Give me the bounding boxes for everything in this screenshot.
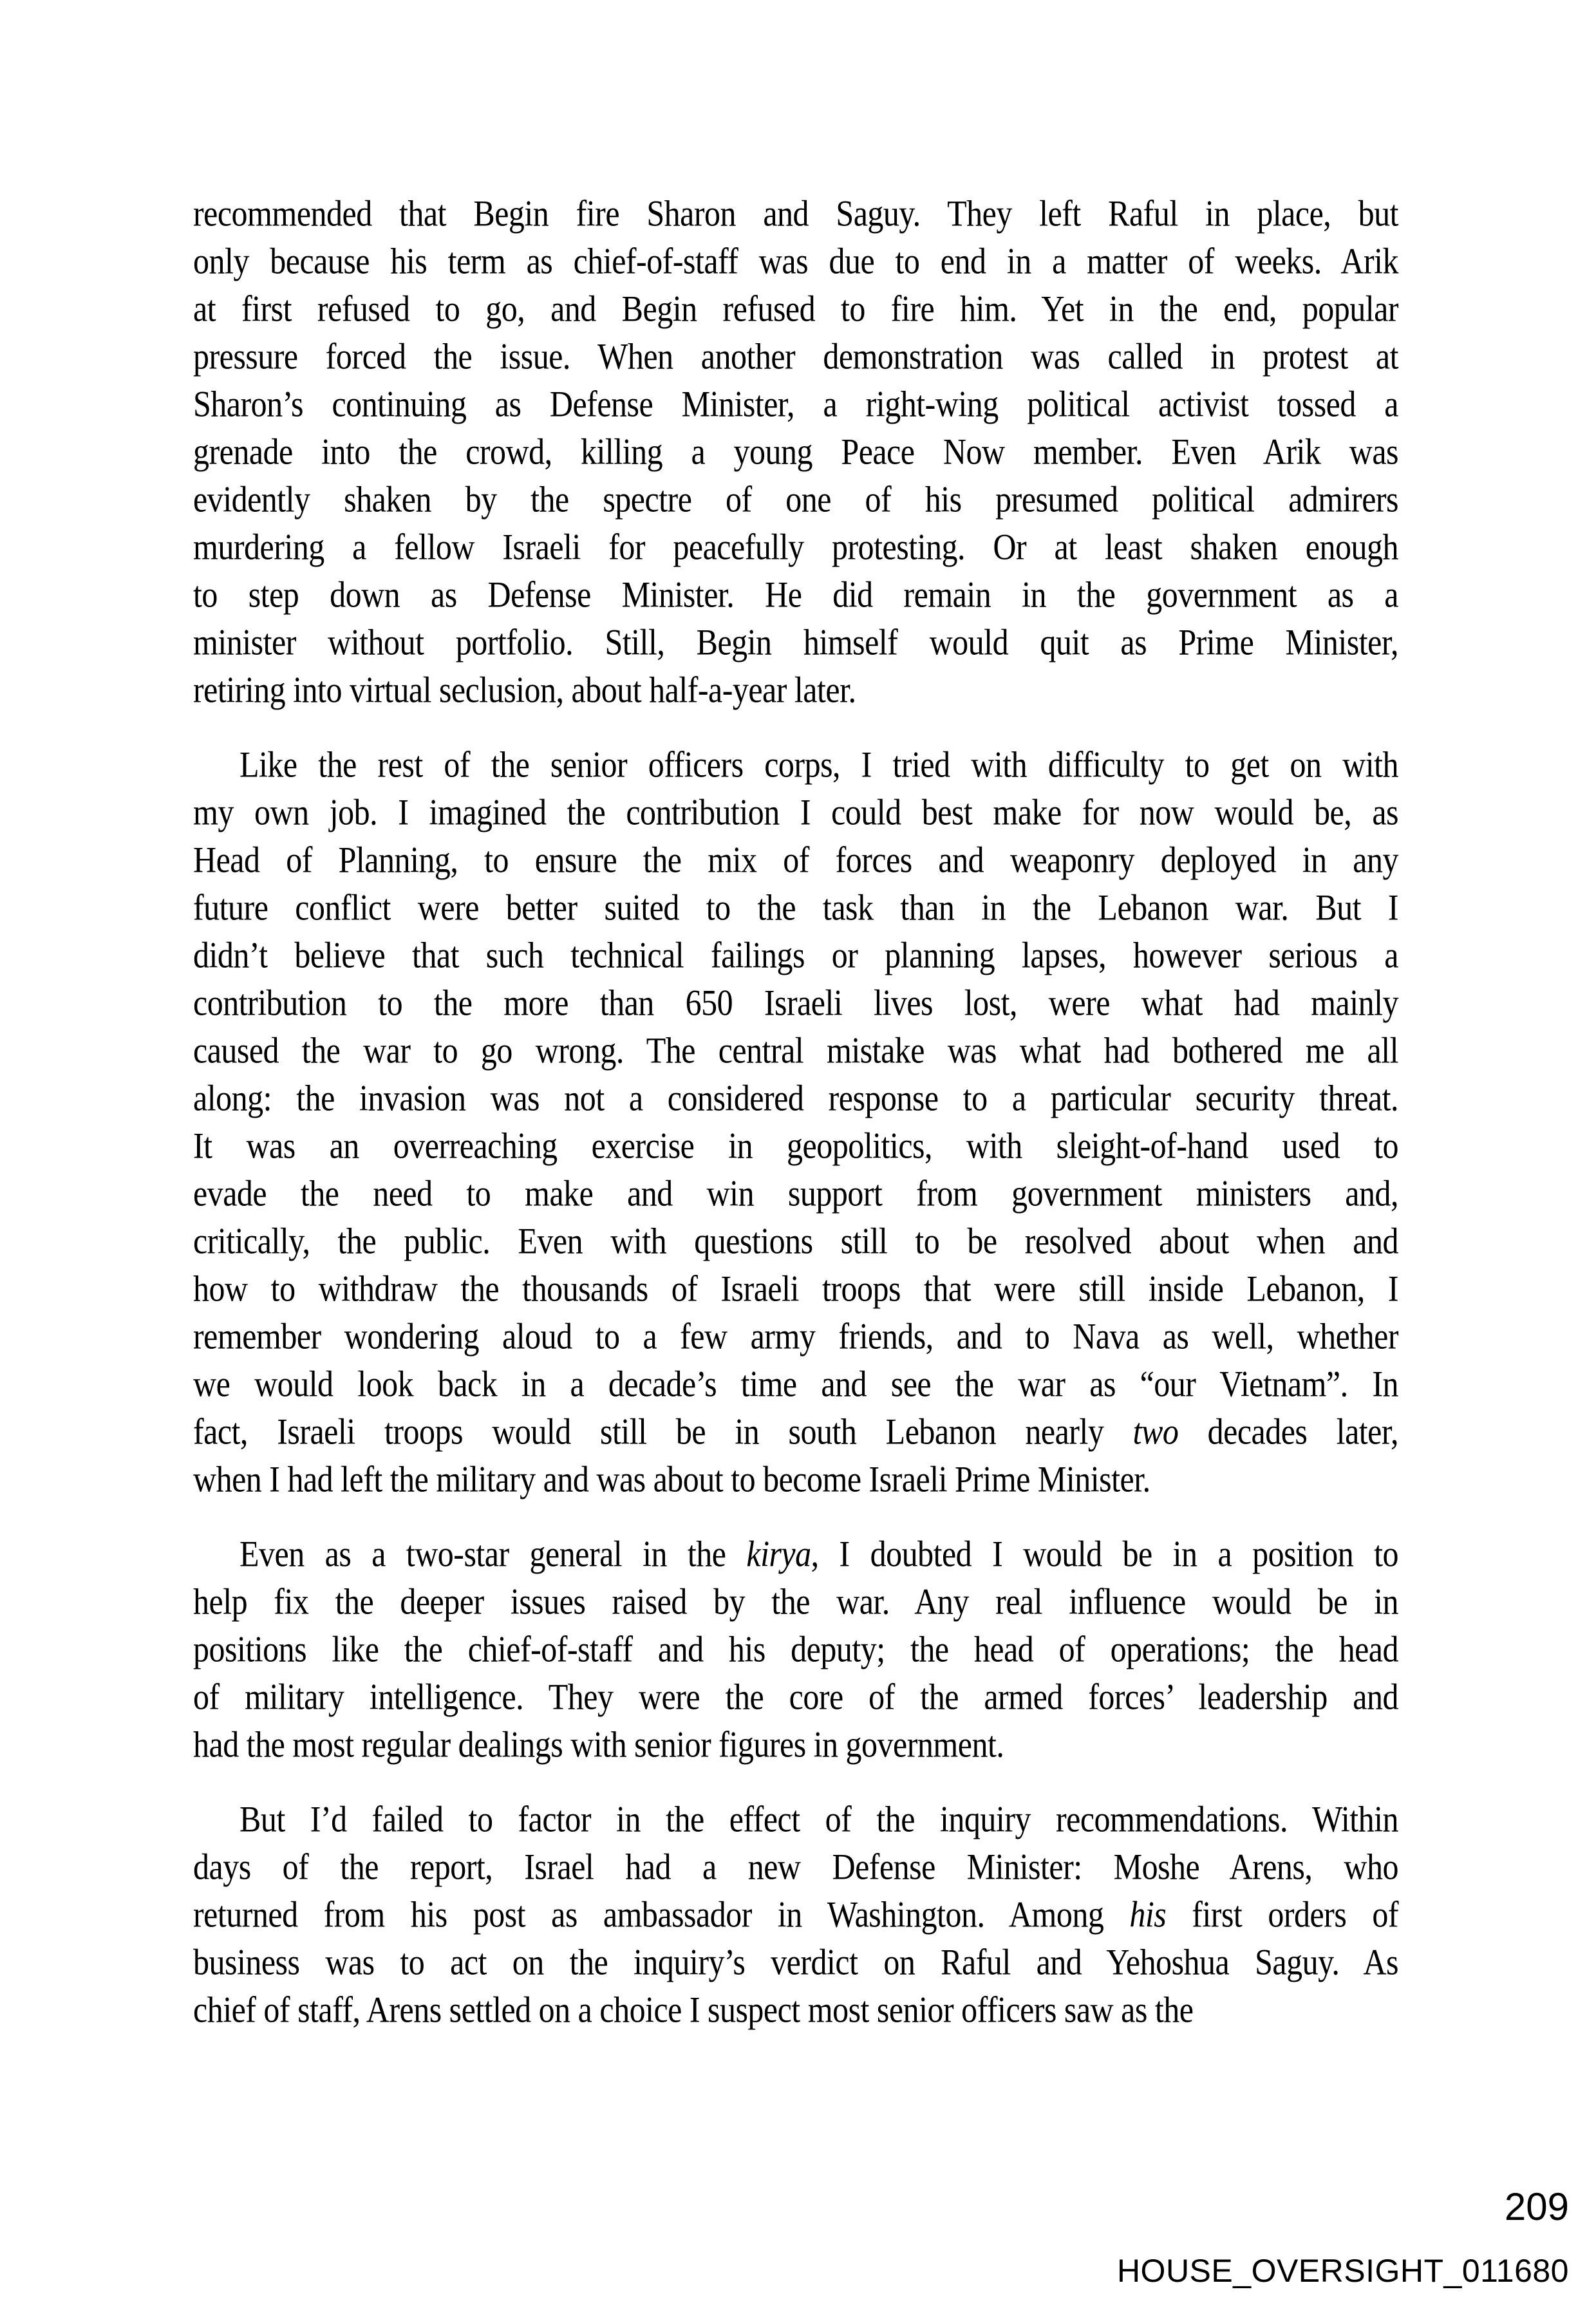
text-segment: , I doubted I would be in a position to bbox=[811, 1532, 1399, 1575]
text-segment: business was to act on the inquiry’s verdict on Raful and Yehoshua Saguy. As bbox=[193, 1941, 1398, 1983]
text-line bbox=[193, 328, 1398, 383]
text-line bbox=[193, 233, 1398, 288]
text-line bbox=[193, 1526, 1398, 1581]
text-segment: Even as a two-star general in the bbox=[239, 1532, 747, 1575]
paragraph bbox=[193, 189, 1398, 713]
text-segment: returned from his post as ambassador in Washington. Among bbox=[193, 1893, 1130, 1935]
text-segment: fact, Israeli troops would still be in south Lebanon nearly bbox=[193, 1410, 1133, 1452]
text-line bbox=[193, 376, 1398, 431]
text-segment: minister without portfolio. Still, Begin himself would quit as Prime Minister, bbox=[193, 621, 1398, 663]
paragraph bbox=[193, 1795, 1398, 2033]
text-line bbox=[193, 1716, 1398, 1771]
text-segment: my own job. I imagined the contribution I could best make for now would be, as bbox=[193, 791, 1398, 833]
text-segment: didn’t believe that such technical failings or planning lapses, however serious a bbox=[193, 934, 1398, 976]
text-line bbox=[193, 1118, 1398, 1172]
text-line bbox=[193, 1839, 1398, 1894]
paragraph bbox=[193, 1530, 1398, 1768]
text-line bbox=[193, 927, 1398, 982]
text-line bbox=[193, 975, 1398, 1029]
text-line bbox=[193, 185, 1398, 240]
text-line bbox=[193, 1070, 1398, 1125]
text-segment: caused the war to go wrong. The central mistake was what had bothered me all bbox=[193, 1029, 1398, 1071]
text-line bbox=[193, 519, 1398, 574]
text-segment: future conflict were better suited to the task than in the Lebanon war. But I bbox=[193, 886, 1398, 928]
text-segment: grenade into the crowd, killing a young Peace Now member. Even Arik was bbox=[193, 430, 1398, 473]
text-line bbox=[193, 1669, 1398, 1724]
text-line bbox=[193, 1261, 1398, 1315]
text-segment: along: the invasion was not a considered response to a particular security threat. bbox=[193, 1076, 1398, 1119]
text-segment: chief of staff, Arens settled on a choice I suspect most senior officers saw as the bbox=[193, 1988, 1194, 2031]
text-line bbox=[193, 1934, 1398, 1989]
text-line bbox=[193, 1356, 1398, 1411]
text-segment: Head of Planning, to ensure the mix of forces and weaponry deployed in any bbox=[193, 838, 1398, 881]
text-segment: help fix the deeper issues raised by the war. Any real influence would be in bbox=[193, 1580, 1398, 1622]
text-line bbox=[193, 1404, 1398, 1458]
text-segment: pressure forced the issue. When another demonstration was called in protest at bbox=[193, 335, 1398, 377]
text-segment: contribution to the more than 650 Israeli lives lost, were what had mainly bbox=[193, 981, 1398, 1024]
text-line bbox=[193, 281, 1398, 335]
text-segment: remember wondering aloud to a few army friends, and to Nava as well, whether bbox=[193, 1315, 1398, 1357]
text-line bbox=[193, 471, 1398, 526]
body-text bbox=[193, 189, 1398, 2033]
text-segment: But I’d failed to factor in the effect of the inquiry recommendations. Within bbox=[239, 1798, 1398, 1840]
text-line bbox=[193, 1213, 1398, 1268]
text-line bbox=[193, 737, 1398, 791]
bates-number: HOUSE_OVERSIGHT_011680 bbox=[1116, 2253, 1569, 2289]
text-line bbox=[193, 1308, 1398, 1363]
text-line bbox=[193, 1621, 1398, 1676]
text-line bbox=[193, 662, 1398, 717]
text-segment: retiring into virtual seclusion, about half-a-year later. bbox=[193, 668, 856, 711]
text-segment: recommended that Begin fire Sharon and Saguy. They left Raful in place, but bbox=[193, 192, 1398, 234]
text-segment: at first refused to go, and Begin refused to fire him. Yet in the end, popular bbox=[193, 287, 1398, 330]
text-segment: only because his term as chief-of-staff was due to end in a matter of weeks. Arik bbox=[193, 240, 1398, 282]
text-segment: positions like the chief-of-staff and his deputy; the head of operations; the head bbox=[193, 1628, 1398, 1670]
text-segment: we would look back in a decade’s time and see the war as “our Vietnam”. In bbox=[193, 1362, 1398, 1405]
text-line bbox=[193, 424, 1398, 478]
italic-text: two bbox=[1132, 1410, 1179, 1452]
text-line bbox=[193, 1165, 1398, 1220]
italic-text: kirya bbox=[746, 1532, 811, 1575]
text-segment: It was an overreaching exercise in geopolitics, with sleight-of-hand used to bbox=[193, 1124, 1398, 1167]
text-segment: when I had left the military and was about to become Israeli Prime Minister. bbox=[193, 1458, 1150, 1500]
text-segment: evidently shaken by the spectre of one of his presumed political admirers bbox=[193, 478, 1398, 520]
page-number: 209 bbox=[1504, 2185, 1569, 2228]
italic-text: his bbox=[1129, 1893, 1167, 1935]
text-line bbox=[193, 1574, 1398, 1628]
text-segment: of military intelligence. They were the core of the armed forces’ leadership and bbox=[193, 1675, 1398, 1718]
text-segment: to step down as Defense Minister. He did remain in the government as a bbox=[193, 573, 1398, 616]
text-line bbox=[193, 567, 1398, 621]
text-segment: Like the rest of the senior officers corps, I tried with difficulty to get on with bbox=[239, 743, 1398, 785]
text-line bbox=[193, 879, 1398, 934]
text-segment: days of the report, Israel had a new Defense Minister: Moshe Arens, who bbox=[193, 1845, 1398, 1888]
text-line bbox=[193, 1982, 1398, 2036]
text-segment: critically, the public. Even with questions still to be resolved about when and bbox=[193, 1219, 1398, 1262]
text-segment: Sharon’s continuing as Defense Minister, a right-wing political activist tossed a bbox=[193, 382, 1398, 425]
text-segment: had the most regular dealings with senior figures in government. bbox=[193, 1723, 1004, 1765]
paragraph bbox=[193, 740, 1398, 1503]
text-line bbox=[193, 614, 1398, 669]
text-segment: how to withdraw the thousands of Israeli troops that were still inside Lebanon, I bbox=[193, 1267, 1398, 1310]
text-line bbox=[193, 1451, 1398, 1506]
text-line bbox=[193, 832, 1398, 887]
text-segment: decades later, bbox=[1178, 1410, 1398, 1452]
text-segment: first orders of bbox=[1166, 1893, 1398, 1935]
text-line bbox=[193, 784, 1398, 839]
text-line bbox=[193, 1791, 1398, 1846]
text-line bbox=[193, 1022, 1398, 1077]
text-segment: murdering a fellow Israeli for peacefully protesting. Or at least shaken enough bbox=[193, 525, 1398, 568]
text-line bbox=[193, 1886, 1398, 1941]
text-segment: evade the need to make and win support from government ministers and, bbox=[193, 1172, 1398, 1214]
